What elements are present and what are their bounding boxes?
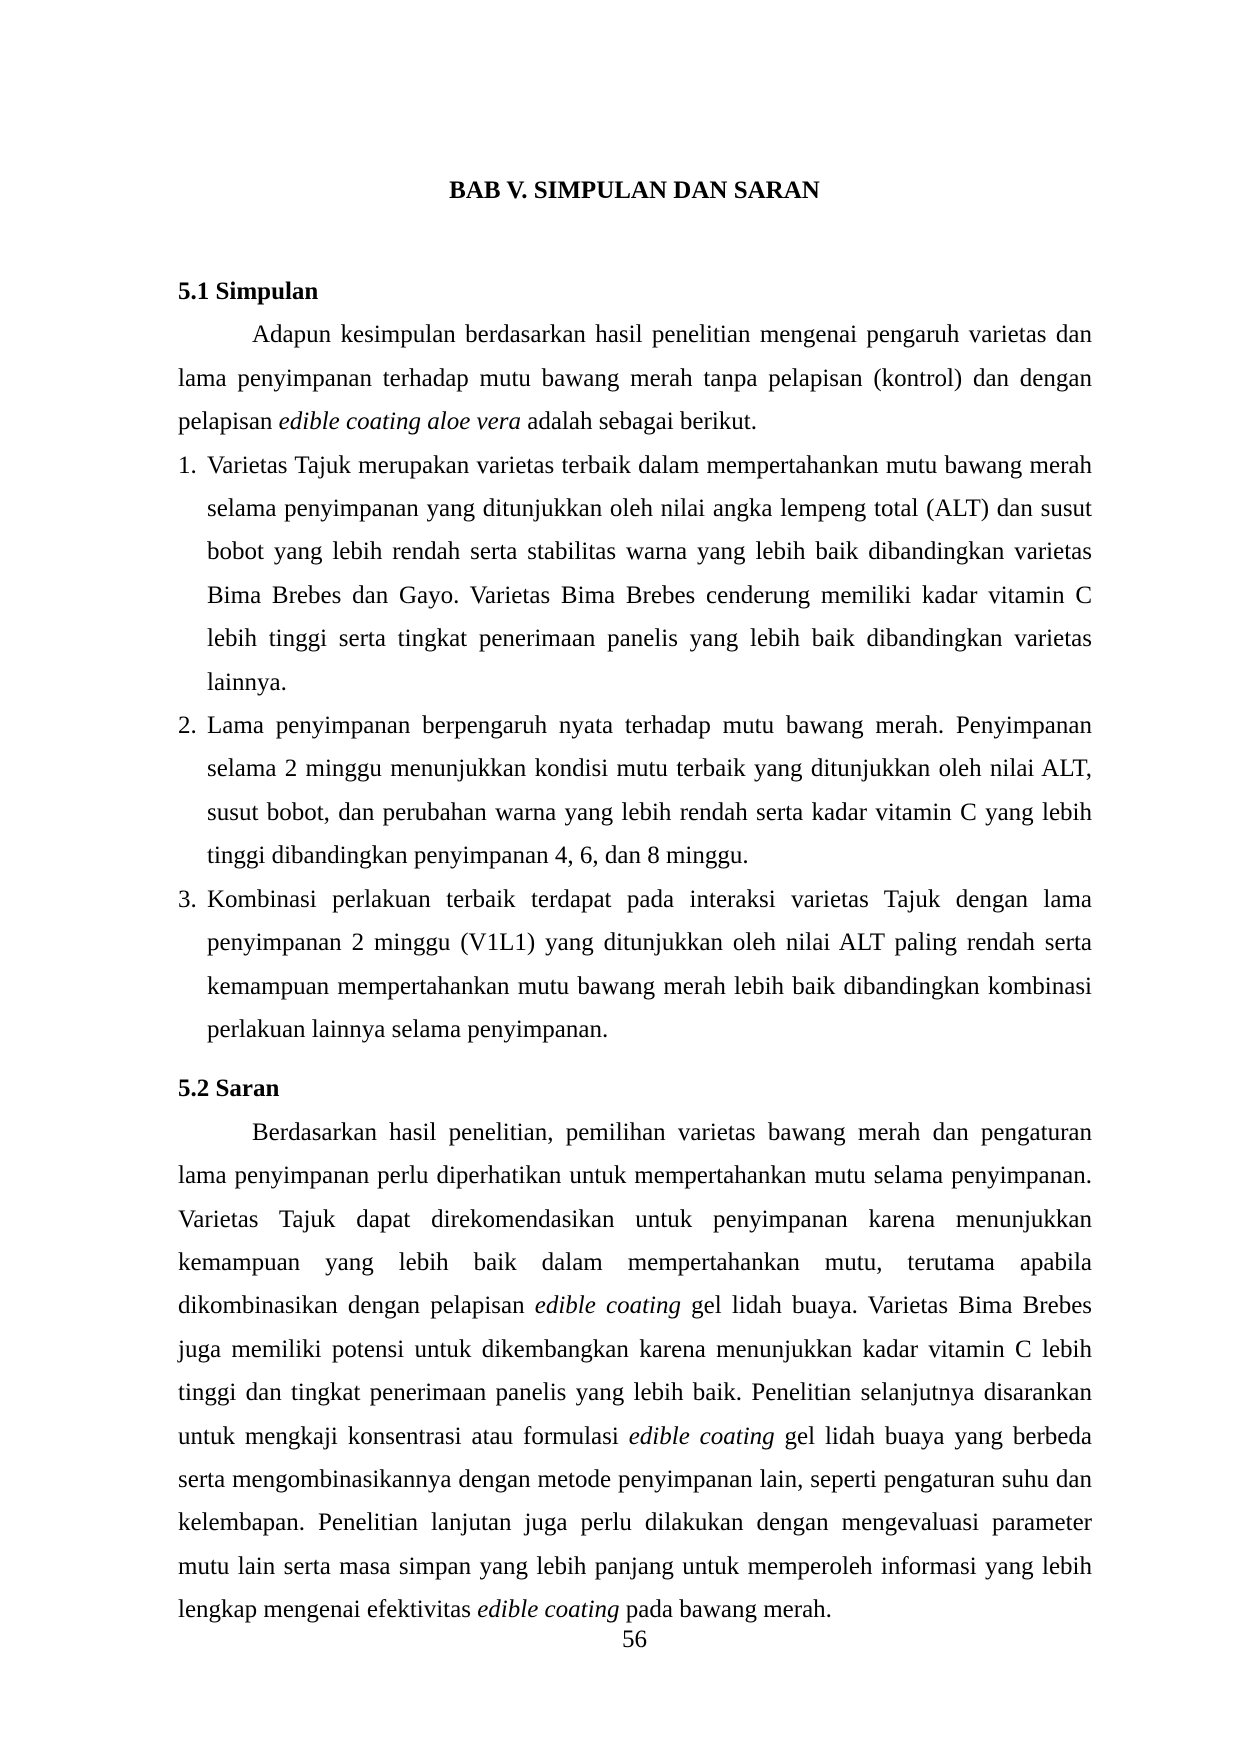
list-item-text: Varietas Tajuk merupakan varietas terbaik dalam mempertahankan mutu bawang merah selama penyimpanan yang ditunjukkan oleh nilai angka lempeng total (ALT) dan susut bobot yang lebih rendah serta stabilitas warna yang lebih baik dibandingkan varietas Bima Brebes dan Gayo. Varietas Bima Brebes cenderung memiliki kadar vitamin C lebih tinggi serta tingkat penerimaan panelis yang lebih baik dibandingkan varietas lainnya. bbox=[207, 451, 1092, 696]
list-item bbox=[178, 444, 1092, 704]
saran-italic-term: edible coating bbox=[628, 1422, 775, 1450]
list-item-number: 1. bbox=[178, 451, 197, 479]
list-item-text: Kombinasi perlakuan terbaik terdapat pada interaksi varietas Tajuk dengan lama penyimpanan 2 minggu (V1L1) yang ditunjukkan oleh nilai ALT paling rendah serta kemampuan mempertahankan mutu bawang merah lebih baik dibandingkan kombinasi perlakuan lainnya selama penyimpanan. bbox=[207, 885, 1092, 1043]
section-heading-simpulan: 5.1 Simpulan bbox=[178, 278, 319, 305]
list-item bbox=[178, 704, 1092, 878]
simpulan-intro-paragraph bbox=[178, 313, 1092, 443]
saran-paragraph bbox=[178, 1111, 1092, 1632]
saran-text: gel lidah buaya. Varietas Bima Brebes juga memiliki potensi untuk dikembangkan karena menunjukkan kadar vitamin C lebih tinggi dan tingkat penerimaan panelis yang lebih baik. Penelitian selanjutnya disarankan untuk mengkaji konsentrasi atau formulasi bbox=[178, 1292, 1093, 1450]
saran-text: gel lidah buaya yang berbeda serta mengombinasikannya dengan metode penyimpanan lain, seperti pengaturan suhu dan kelembapan. Penelitian lanjutan juga perlu dilakukan dengan mengevaluasi parameter mutu lain serta masa simpan yang lebih panjang untuk memperoleh informasi yang lebih lengkap mengenai efektivitas bbox=[178, 1422, 1092, 1624]
saran-text: Berdasarkan hasil penelitian, pemilihan varietas bawang merah dan pengaturan lama penyimpanan perlu diperhatikan untuk mempertahankan mutu selama penyimpanan. Varietas Tajuk dapat direkomendasikan untuk penyimpanan karena menunjukkan kemampuan yang lebih baik dalam mempertahankan mutu, terutama apabila dikombinasikan dengan pelapisan bbox=[178, 1118, 1092, 1320]
page-number: 56 bbox=[622, 1626, 647, 1653]
saran-italic-term: edible coating bbox=[477, 1596, 620, 1624]
list-item bbox=[178, 878, 1092, 1052]
section-heading-saran: 5.2 Saran bbox=[178, 1075, 280, 1103]
saran-italic-term: edible coating bbox=[534, 1292, 681, 1320]
saran-text: pada bawang merah. bbox=[619, 1596, 832, 1624]
section-simpulan bbox=[178, 270, 1092, 1632]
list-item-number: 2. bbox=[178, 712, 197, 740]
conclusion-list bbox=[178, 444, 1092, 1052]
list-item-text: Lama penyimpanan berpengaruh nyata terhadap mutu bawang merah. Penyimpanan selama 2 minggu menunjukkan kondisi mutu terbaik yang ditunjukkan oleh nilai ALT, susut bobot, dan perubahan warna yang lebih rendah serta kadar vitamin C yang lebih tinggi dibandingkan penyimpanan 4, 6, dan 8 minggu. bbox=[207, 712, 1092, 870]
list-item-number: 3. bbox=[178, 885, 197, 913]
intro-text: Adapun kesimpulan berdasarkan hasil penelitian mengenai pengaruh varietas dan lama penyimpanan terhadap mutu bawang merah tanpa pelapisan (kontrol) dan dengan pelapisan bbox=[178, 321, 1092, 436]
chapter-title: BAB V. SIMPULAN DAN SARAN bbox=[449, 177, 820, 204]
intro-text-end: adalah sebagai berikut. bbox=[520, 408, 757, 436]
intro-italic-term: edible coating aloe vera bbox=[278, 408, 521, 436]
section-spacer bbox=[178, 1051, 1092, 1067]
